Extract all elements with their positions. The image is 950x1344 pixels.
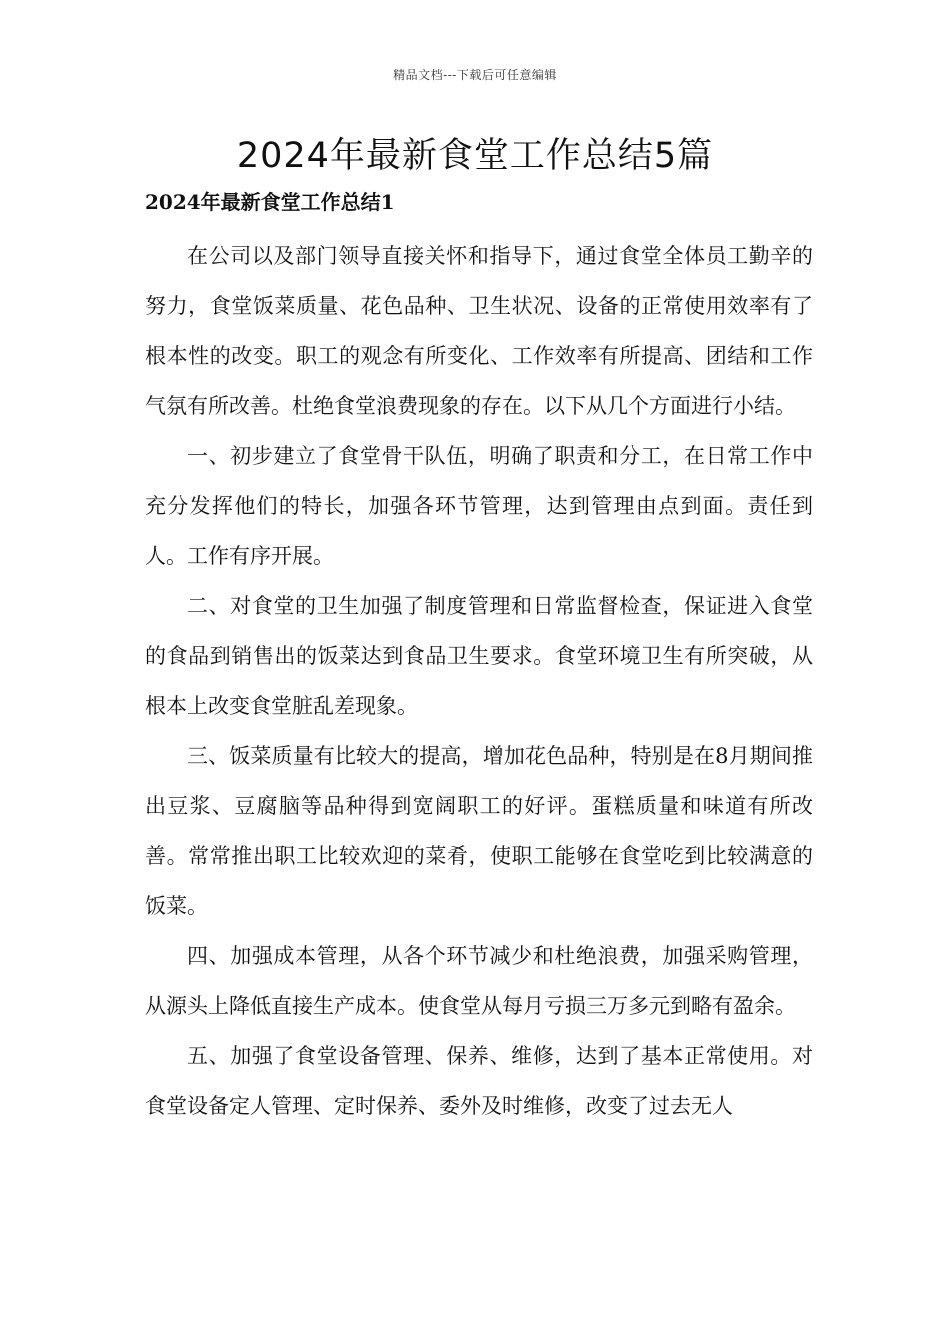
- header-note: 精品文档---下载后可任意编辑: [393, 68, 557, 82]
- body-text: [145, 231, 813, 1131]
- paragraph-point-4: 四、加强成本管理，从各个环节减少和杜绝浪费，加强采购管理，从源头上降低直接生产成本。使食堂从每月亏损三万多元到略有盈余。: [145, 944, 813, 1018]
- paragraph-intro: 在公司以及部门领导直接关怀和指导下，通过食堂全体员工勤辛的努力，食堂饭菜质量、花色品种、卫生状况、设备的正常使用效率有了根本性的改变。职工的观念有所变化、工作效率有所提高、团结和工作气氛有所改善。杜绝食堂浪费现象的存在。以下从几个方面进行小结。: [145, 244, 813, 418]
- paragraph-point-1: 一、初步建立了食堂骨干队伍，明确了职责和分工，在日常工作中充分发挥他们的特长，加强各环节管理，达到管理由点到面。责任到人。工作有序开展。: [145, 444, 813, 568]
- section-heading: 2024年最新食堂工作总结1: [145, 190, 395, 214]
- paragraph-point-3: 三、饭菜质量有比较大的提高，增加花色品种，特别是在8月期间推出豆浆、豆腐脑等品种得到宽阔职工的好评。蛋糕质量和味道有所改善。常常推出职工比较欢迎的菜肴，使职工能够在食堂吃到比较满意的饭菜。: [145, 744, 813, 918]
- paragraph-point-5: 五、加强了食堂设备管理、保养、维修，达到了基本正常使用。对食堂设备定人管理、定时保养、委外及时维修，改变了过去无人: [145, 1044, 813, 1118]
- document-title: 2024年最新食堂工作总结5篇: [236, 136, 714, 176]
- paragraph-point-2: 二、对食堂的卫生加强了制度管理和日常监督检查，保证进入食堂的食品到销售出的饭菜达到食品卫生要求。食堂环境卫生有所突破，从根本上改变食堂脏乱差现象。: [145, 594, 813, 718]
